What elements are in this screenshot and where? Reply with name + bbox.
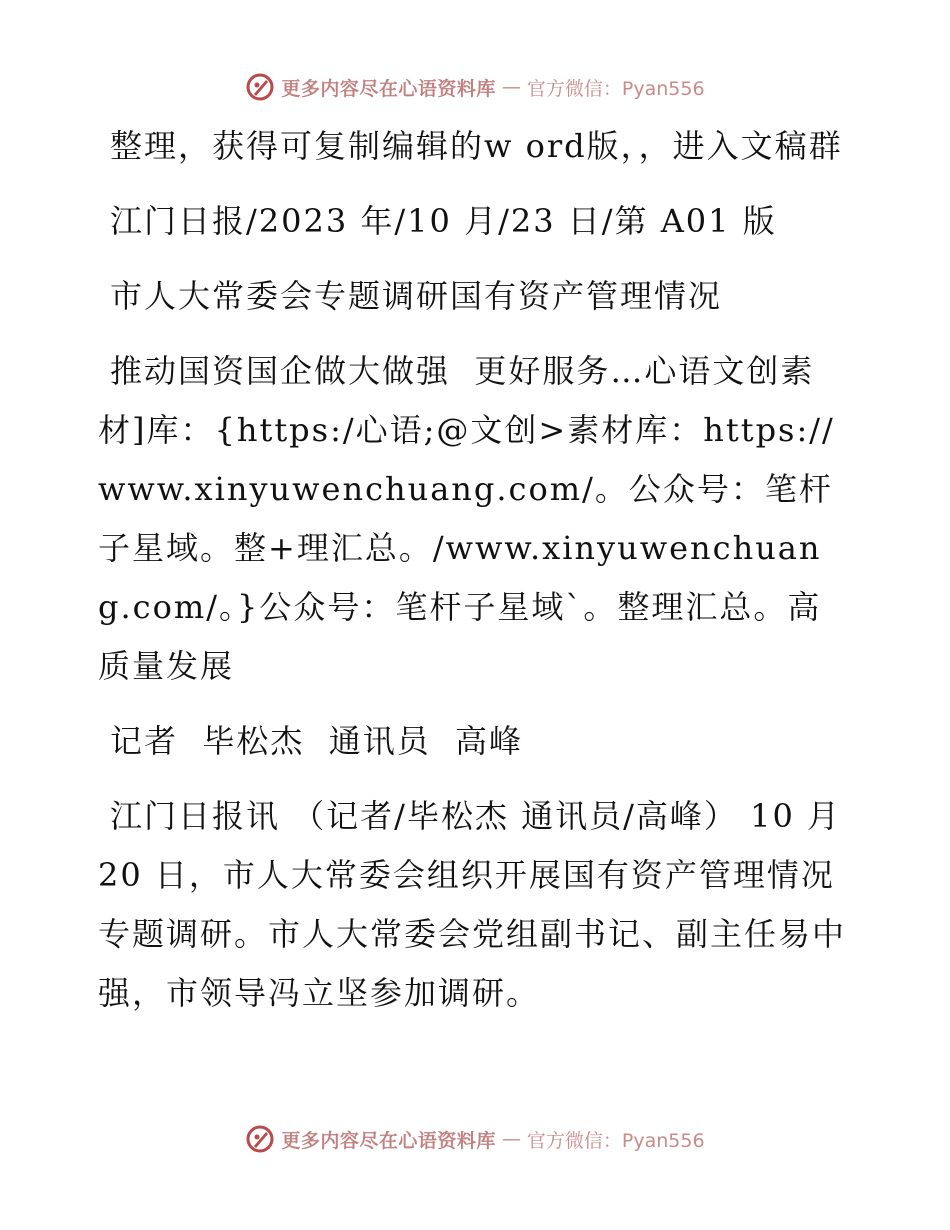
paragraph-source: 江门日报/2023 年/10 月/23 日/第 A01 版 [110, 202, 777, 240]
footer-watermark [0, 1124, 950, 1154]
watermark-separator: — [501, 76, 521, 98]
watermark-wechat: 官方微信：Pyan556 [526, 1129, 705, 1152]
paragraph-lead: 江门日报讯 （记者/毕松杰 通讯员/高峰） 10 月 20 日，市人大常委会组织开展国有资产管理情况专题调研。市人大常委会党组副书记、副主任易中强，市领导冯立坚参加调研。 [98, 797, 854, 1012]
watermark-text: 更多内容尽在心语资料库 [281, 1129, 496, 1152]
paragraph-subheadline: 推动国资国企做大做强 更好服务…心语文创素材]库：{https:/心语;@文创>素材库：https://www.xinyuwenchuang.com/。公众号：笔杆子星域。整+理汇总。/www.xinyuwenchuang.com/。}公众号：笔杆子星域`。整理汇总。高质量发展 [98, 352, 835, 685]
watermark-wechat: 官方微信：Pyan556 [526, 77, 705, 100]
header-watermark [0, 72, 950, 102]
quill-logo-icon [245, 1124, 275, 1154]
quill-logo-icon [245, 72, 275, 102]
paragraph-intro: 整理，获得可复制编辑的w ord版，，进入文稿群 [110, 127, 843, 165]
paragraph-headline: 市人大常委会专题调研国有资产管理情况 [110, 277, 723, 315]
watermark-separator: — [501, 1128, 521, 1150]
document-body [98, 117, 854, 1039]
watermark-text: 更多内容尽在心语资料库 [281, 77, 496, 100]
paragraph-byline: 记者 毕松杰 通讯员 高峰 [110, 722, 524, 760]
